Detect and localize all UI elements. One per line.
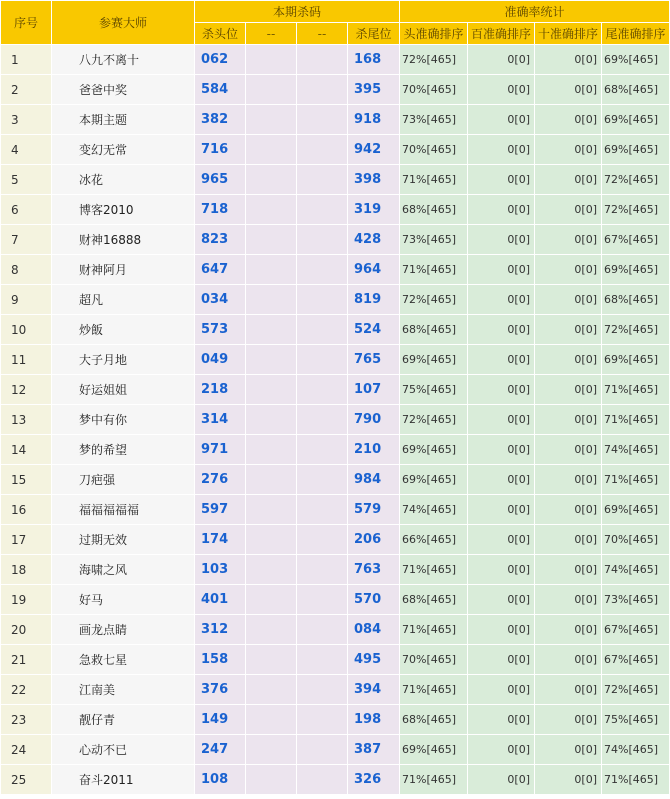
master-name: 海啸之风 — [52, 555, 195, 585]
stat-head-value: 72%[465] — [400, 45, 468, 75]
stat-ten-value: 0[0] — [535, 465, 602, 495]
blank-cell — [297, 765, 348, 795]
master-name: 奋斗2011 — [52, 765, 195, 795]
blank-cell — [297, 495, 348, 525]
blank-cell — [297, 705, 348, 735]
blank-cell — [297, 615, 348, 645]
kill-head-header: 杀头位 — [195, 23, 246, 45]
master-name: 刀疤强 — [52, 465, 195, 495]
row-index: 11 — [1, 345, 52, 375]
stat-ten-value: 0[0] — [535, 525, 602, 555]
stat-tail-value: 71%[465] — [602, 375, 670, 405]
blank-cell — [246, 585, 297, 615]
stat-tail-value: 73%[465] — [602, 585, 670, 615]
row-index: 6 — [1, 195, 52, 225]
stat-ten-value: 0[0] — [535, 135, 602, 165]
blank-cell — [297, 135, 348, 165]
master-name: 靓仔青 — [52, 705, 195, 735]
stat-tail-value: 72%[465] — [602, 315, 670, 345]
blank-cell — [246, 465, 297, 495]
table-row — [1, 555, 670, 585]
kill-tail-value: 819 — [348, 285, 400, 315]
kill-tail-value: 394 — [348, 675, 400, 705]
kill-tail-value: 326 — [348, 765, 400, 795]
stat-ten-value: 0[0] — [535, 435, 602, 465]
blank-cell — [246, 225, 297, 255]
blank-cell — [297, 45, 348, 75]
stat-ten-value: 0[0] — [535, 285, 602, 315]
blank-cell — [246, 645, 297, 675]
blank-cell — [297, 555, 348, 585]
table-row — [1, 45, 670, 75]
row-index: 3 — [1, 105, 52, 135]
kill-tail-value: 319 — [348, 195, 400, 225]
blank-cell — [297, 645, 348, 675]
stat-tail-value: 72%[465] — [602, 195, 670, 225]
stat-ten-value: 0[0] — [535, 195, 602, 225]
stat-tail-value: 74%[465] — [602, 735, 670, 765]
kill-tail-value: 984 — [348, 465, 400, 495]
blank-cell — [246, 555, 297, 585]
kill-tail-value: 210 — [348, 435, 400, 465]
kill-head-value: 034 — [195, 285, 246, 315]
row-index: 12 — [1, 375, 52, 405]
blank-cell — [297, 225, 348, 255]
table-row — [1, 105, 670, 135]
kill-head-value: 573 — [195, 315, 246, 345]
stat-ten-value: 0[0] — [535, 585, 602, 615]
row-index: 19 — [1, 585, 52, 615]
kill-tail-value: 107 — [348, 375, 400, 405]
stat-hundred-value: 0[0] — [468, 195, 535, 225]
master-name: 财神阿月 — [52, 255, 195, 285]
kill-tail-value: 398 — [348, 165, 400, 195]
table-body — [1, 45, 670, 795]
blank-cell — [297, 195, 348, 225]
stat-head-value: 69%[465] — [400, 435, 468, 465]
table-row — [1, 195, 670, 225]
row-index: 21 — [1, 645, 52, 675]
stat-head-value: 68%[465] — [400, 195, 468, 225]
master-name: 超凡 — [52, 285, 195, 315]
row-index: 7 — [1, 225, 52, 255]
stat-head-value: 71%[465] — [400, 675, 468, 705]
kill-tail-value: 579 — [348, 495, 400, 525]
stat-head-value: 73%[465] — [400, 105, 468, 135]
stat-tail-value: 69%[465] — [602, 105, 670, 135]
kill-tail-value: 570 — [348, 585, 400, 615]
stat-head-value: 70%[465] — [400, 645, 468, 675]
kill-head-value: 823 — [195, 225, 246, 255]
stat-ten-value: 0[0] — [535, 255, 602, 285]
stat-ten-value: 0[0] — [535, 345, 602, 375]
blank-cell — [297, 315, 348, 345]
kill-head-value: 597 — [195, 495, 246, 525]
stat-hundred-value: 0[0] — [468, 465, 535, 495]
stat-hundred-value: 0[0] — [468, 345, 535, 375]
stat-tail-value: 74%[465] — [602, 435, 670, 465]
table-row — [1, 645, 670, 675]
blank-cell — [246, 735, 297, 765]
row-index: 25 — [1, 765, 52, 795]
kill-tail-value: 790 — [348, 405, 400, 435]
stat-hundred-value: 0[0] — [468, 285, 535, 315]
table-row — [1, 255, 670, 285]
master-name: 爸爸中奖 — [52, 75, 195, 105]
stat-ten-value: 0[0] — [535, 45, 602, 75]
table-row — [1, 705, 670, 735]
stat-head-value: 68%[465] — [400, 585, 468, 615]
stat-hundred-value: 0[0] — [468, 735, 535, 765]
group-kill-header: 本期杀码 — [195, 1, 400, 23]
master-name: 过期无效 — [52, 525, 195, 555]
stat-ten-value: 0[0] — [535, 75, 602, 105]
stat-head-value: 69%[465] — [400, 465, 468, 495]
stat-hundred-value: 0[0] — [468, 165, 535, 195]
blank-cell — [246, 405, 297, 435]
master-name: 大子月地 — [52, 345, 195, 375]
row-index: 22 — [1, 675, 52, 705]
blank-cell — [297, 735, 348, 765]
kill-head-value: 312 — [195, 615, 246, 645]
blank-cell — [246, 765, 297, 795]
stat-hundred-value: 0[0] — [468, 705, 535, 735]
stat-tail-value: 68%[465] — [602, 285, 670, 315]
blank-cell — [246, 525, 297, 555]
kill-head-value: 247 — [195, 735, 246, 765]
stat-head-value: 68%[465] — [400, 705, 468, 735]
group-stats-header: 准确率统计 — [400, 1, 670, 23]
master-name: 财神16888 — [52, 225, 195, 255]
stat-hundred-value: 0[0] — [468, 225, 535, 255]
blank-cell — [246, 675, 297, 705]
stat-hundred-value: 0[0] — [468, 765, 535, 795]
table-row — [1, 345, 670, 375]
table-row — [1, 615, 670, 645]
row-index: 9 — [1, 285, 52, 315]
stat-hundred-value: 0[0] — [468, 435, 535, 465]
blank-cell — [297, 405, 348, 435]
stat-hundred-value: 0[0] — [468, 555, 535, 585]
stat-tail-value: 71%[465] — [602, 465, 670, 495]
kill-tail-value: 524 — [348, 315, 400, 345]
blank-cell — [246, 75, 297, 105]
stat-head-value: 71%[465] — [400, 255, 468, 285]
blank-cell — [246, 195, 297, 225]
blank-cell — [246, 255, 297, 285]
table-row — [1, 525, 670, 555]
table-row — [1, 495, 670, 525]
master-name: 好马 — [52, 585, 195, 615]
table-row — [1, 675, 670, 705]
stat-tail-value: 71%[465] — [602, 405, 670, 435]
master-name: 变幻无常 — [52, 135, 195, 165]
table-row — [1, 75, 670, 105]
stat-tail-value: 71%[465] — [602, 765, 670, 795]
kill-head-value: 584 — [195, 75, 246, 105]
master-name: 梦的希望 — [52, 435, 195, 465]
stat-hundred-value: 0[0] — [468, 105, 535, 135]
dash-header-2: -- — [297, 23, 348, 45]
kill-head-value: 149 — [195, 705, 246, 735]
blank-cell — [246, 615, 297, 645]
stat-hundred-value: 0[0] — [468, 585, 535, 615]
stat-ten-value: 0[0] — [535, 615, 602, 645]
table-row — [1, 765, 670, 795]
stat-head-value: 73%[465] — [400, 225, 468, 255]
stat-tail-value: 74%[465] — [602, 555, 670, 585]
stat-hundred-value: 0[0] — [468, 525, 535, 555]
stat-tail-value: 70%[465] — [602, 525, 670, 555]
stat-head-value: 69%[465] — [400, 735, 468, 765]
stat-tail-value: 69%[465] — [602, 255, 670, 285]
blank-cell — [246, 135, 297, 165]
stat-ten-value: 0[0] — [535, 105, 602, 135]
row-index: 2 — [1, 75, 52, 105]
row-index: 18 — [1, 555, 52, 585]
stat-ten-value: 0[0] — [535, 495, 602, 525]
stat-ten-value: 0[0] — [535, 645, 602, 675]
blank-cell — [246, 345, 297, 375]
stat-hundred-header: 百准确排序 — [468, 23, 535, 45]
blank-cell — [297, 525, 348, 555]
stat-hundred-value: 0[0] — [468, 75, 535, 105]
col-index-header: 序号 — [1, 1, 52, 45]
blank-cell — [297, 75, 348, 105]
kill-head-value: 718 — [195, 195, 246, 225]
row-index: 15 — [1, 465, 52, 495]
kill-tail-value: 763 — [348, 555, 400, 585]
kill-tail-value: 168 — [348, 45, 400, 75]
stat-hundred-value: 0[0] — [468, 615, 535, 645]
blank-cell — [246, 375, 297, 405]
table-row — [1, 315, 670, 345]
kill-head-value: 108 — [195, 765, 246, 795]
kill-tail-value: 765 — [348, 345, 400, 375]
stat-tail-value: 69%[465] — [602, 345, 670, 375]
stat-head-value: 71%[465] — [400, 615, 468, 645]
row-index: 20 — [1, 615, 52, 645]
table-row — [1, 165, 670, 195]
blank-cell — [297, 435, 348, 465]
stat-head-value: 71%[465] — [400, 165, 468, 195]
kill-head-value: 647 — [195, 255, 246, 285]
kill-head-value: 971 — [195, 435, 246, 465]
blank-cell — [297, 165, 348, 195]
stat-hundred-value: 0[0] — [468, 495, 535, 525]
stat-head-value: 70%[465] — [400, 135, 468, 165]
stat-ten-value: 0[0] — [535, 405, 602, 435]
stat-hundred-value: 0[0] — [468, 375, 535, 405]
kill-tail-value: 084 — [348, 615, 400, 645]
stat-head-value: 71%[465] — [400, 765, 468, 795]
master-name: 急救七星 — [52, 645, 195, 675]
stat-ten-value: 0[0] — [535, 765, 602, 795]
stat-tail-value: 72%[465] — [602, 165, 670, 195]
kill-tail-value: 964 — [348, 255, 400, 285]
stat-tail-value: 69%[465] — [602, 135, 670, 165]
stat-hundred-value: 0[0] — [468, 315, 535, 345]
stat-ten-value: 0[0] — [535, 705, 602, 735]
stat-hundred-value: 0[0] — [468, 645, 535, 675]
stat-ten-value: 0[0] — [535, 315, 602, 345]
blank-cell — [246, 705, 297, 735]
stat-head-value: 72%[465] — [400, 285, 468, 315]
master-name: 梦中有你 — [52, 405, 195, 435]
stat-head-value: 70%[465] — [400, 75, 468, 105]
stat-ten-value: 0[0] — [535, 225, 602, 255]
blank-cell — [246, 165, 297, 195]
kill-head-value: 218 — [195, 375, 246, 405]
row-index: 4 — [1, 135, 52, 165]
stat-hundred-value: 0[0] — [468, 135, 535, 165]
row-index: 14 — [1, 435, 52, 465]
master-name: 博客2010 — [52, 195, 195, 225]
table-row — [1, 375, 670, 405]
master-name: 江南美 — [52, 675, 195, 705]
kill-head-value: 382 — [195, 105, 246, 135]
stat-ten-value: 0[0] — [535, 735, 602, 765]
stat-tail-header: 尾准确排序 — [602, 23, 670, 45]
stat-head-value: 74%[465] — [400, 495, 468, 525]
table-row — [1, 285, 670, 315]
kill-head-value: 158 — [195, 645, 246, 675]
kill-tail-value: 918 — [348, 105, 400, 135]
row-index: 13 — [1, 405, 52, 435]
kill-head-value: 965 — [195, 165, 246, 195]
stat-tail-value: 67%[465] — [602, 225, 670, 255]
kill-head-value: 314 — [195, 405, 246, 435]
stat-tail-value: 72%[465] — [602, 675, 670, 705]
kill-tail-value: 206 — [348, 525, 400, 555]
kill-tail-value: 387 — [348, 735, 400, 765]
row-index: 24 — [1, 735, 52, 765]
stat-ten-value: 0[0] — [535, 555, 602, 585]
kill-head-value: 716 — [195, 135, 246, 165]
stat-head-value: 68%[465] — [400, 315, 468, 345]
blank-cell — [246, 435, 297, 465]
kill-head-value: 049 — [195, 345, 246, 375]
kill-head-value: 401 — [195, 585, 246, 615]
stat-ten-value: 0[0] — [535, 375, 602, 405]
blank-cell — [297, 285, 348, 315]
blank-cell — [246, 495, 297, 525]
row-index: 5 — [1, 165, 52, 195]
blank-cell — [246, 105, 297, 135]
kill-tail-value: 942 — [348, 135, 400, 165]
row-index: 1 — [1, 45, 52, 75]
col-master-header: 参赛大师 — [52, 1, 195, 45]
row-index: 23 — [1, 705, 52, 735]
stat-hundred-value: 0[0] — [468, 255, 535, 285]
table-row — [1, 435, 670, 465]
blank-cell — [297, 585, 348, 615]
table-row — [1, 465, 670, 495]
kill-tail-value: 395 — [348, 75, 400, 105]
row-index: 17 — [1, 525, 52, 555]
blank-cell — [297, 105, 348, 135]
master-name: 福福福福福 — [52, 495, 195, 525]
stat-ten-header: 十准确排序 — [535, 23, 602, 45]
table-row — [1, 405, 670, 435]
blank-cell — [297, 375, 348, 405]
stat-tail-value: 69%[465] — [602, 45, 670, 75]
blank-cell — [246, 285, 297, 315]
kill-tail-value: 495 — [348, 645, 400, 675]
row-index: 16 — [1, 495, 52, 525]
master-name: 八九不离十 — [52, 45, 195, 75]
master-name: 画龙点睛 — [52, 615, 195, 645]
table-row — [1, 225, 670, 255]
stat-head-value: 72%[465] — [400, 405, 468, 435]
stat-head-value: 66%[465] — [400, 525, 468, 555]
kill-head-value: 103 — [195, 555, 246, 585]
kill-head-value: 062 — [195, 45, 246, 75]
master-name: 炒飯 — [52, 315, 195, 345]
kill-tail-value: 198 — [348, 705, 400, 735]
kill-head-value: 376 — [195, 675, 246, 705]
master-name: 心动不已 — [52, 735, 195, 765]
stat-hundred-value: 0[0] — [468, 675, 535, 705]
table-header — [1, 1, 670, 45]
table-row — [1, 585, 670, 615]
blank-cell — [297, 465, 348, 495]
header-row-top — [1, 1, 670, 23]
stat-tail-value: 68%[465] — [602, 75, 670, 105]
table-row — [1, 135, 670, 165]
stat-head-header: 头准确排序 — [400, 23, 468, 45]
master-name: 冰花 — [52, 165, 195, 195]
stat-tail-value: 75%[465] — [602, 705, 670, 735]
stat-head-value: 71%[465] — [400, 555, 468, 585]
blank-cell — [246, 315, 297, 345]
stat-head-value: 69%[465] — [400, 345, 468, 375]
kill-tail-value: 428 — [348, 225, 400, 255]
stat-ten-value: 0[0] — [535, 675, 602, 705]
blank-cell — [297, 255, 348, 285]
stat-head-value: 75%[465] — [400, 375, 468, 405]
stat-tail-value: 67%[465] — [602, 645, 670, 675]
stat-hundred-value: 0[0] — [468, 45, 535, 75]
stat-tail-value: 69%[465] — [602, 495, 670, 525]
row-index: 10 — [1, 315, 52, 345]
blank-cell — [297, 675, 348, 705]
dash-header-1: -- — [246, 23, 297, 45]
row-index: 8 — [1, 255, 52, 285]
stat-hundred-value: 0[0] — [468, 405, 535, 435]
kill-tail-header: 杀尾位 — [348, 23, 400, 45]
stat-ten-value: 0[0] — [535, 165, 602, 195]
blank-cell — [246, 45, 297, 75]
blank-cell — [297, 345, 348, 375]
table-row — [1, 735, 670, 765]
master-name: 本期主题 — [52, 105, 195, 135]
stat-tail-value: 67%[465] — [602, 615, 670, 645]
master-name: 好运姐姐 — [52, 375, 195, 405]
kill-head-value: 174 — [195, 525, 246, 555]
kill-head-value: 276 — [195, 465, 246, 495]
